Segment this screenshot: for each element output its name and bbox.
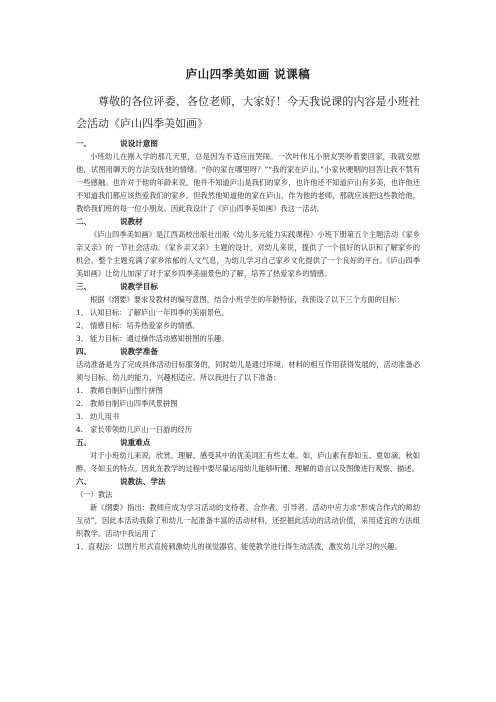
section-paragraph: 活动准备是为了完成具体活动目标服务的，同时幼儿是通过环境、材料的相互作用获得发展的，活动准备必须与目标、幼儿的能力、兴趣相适应。所以我进行了以下准备： <box>76 360 420 382</box>
section-number: 一、 <box>76 139 92 148</box>
list-item: 4. 家长带领幼儿庐山一日游的经历 <box>76 425 193 434</box>
section-title: 说设计意图 <box>120 139 158 148</box>
section-paragraph: 对于小班幼儿来说，欣赏、理解、感受其中的优美词汇有些太难。如，庐山素有春如玉、夏如滴、秋如醉、冬如玉的特点。因此在教学的过程中要尽量运用幼儿能够听懂、理解的语言以及图像进行观察、描述。 <box>76 451 420 473</box>
section-heading-1 <box>76 137 420 150</box>
section-heading-5 <box>76 436 420 449</box>
list-item: 3、 能力目标：通过操作活动感知拼图的乐趣。 <box>76 334 229 343</box>
list-item: 3. 幼儿用书 <box>76 412 120 421</box>
section-heading-2 <box>76 215 420 228</box>
section-heading-3 <box>76 280 420 293</box>
section-heading-4 <box>76 345 420 358</box>
preparation-list <box>76 384 420 436</box>
section-number: 五、 <box>76 438 92 447</box>
list-item: 1、 认知目标：了解庐山一年四季的美丽景色。 <box>76 308 229 317</box>
objectives-list <box>76 306 420 345</box>
section-paragraph: 《庐山四季美如画》是江西高校出版社出版《幼儿多元能力实践课程》小班下册第五个主题活动《家乡亲又亲》的一节社会活动。《家乡亲又亲》主题的设计，对幼儿来说，提供了一个很好的认识和了解家乡的机会。整个主题充满了家乡浓郁的人文气息，为幼儿学习自己家乡文化提供了一个良好的平台。《庐山四季美如画》让幼儿加深了对于家乡四季美丽景色的了解，培养了热爱家乡的情感。 <box>76 230 420 278</box>
list-item: 2. 教师自制庐山四季风景拼图 <box>76 399 178 408</box>
section-number: 四、 <box>76 347 92 356</box>
list-item: 1. 教师自制庐山图片拼图 <box>76 386 163 395</box>
document-title: 庐山四季美如画 说课稿 <box>185 67 311 81</box>
section-number: 六、 <box>76 477 92 486</box>
list-item: 2、 情感目标：培养热爱家乡的情感。 <box>76 321 200 330</box>
section-title: 说教学准备 <box>120 347 158 356</box>
section-title: 说教法、学法 <box>120 477 166 486</box>
section-paragraph: 小班幼儿在刚入学的那几天里，总是因为不适应而哭闹。一次叶伟凡小朋友哭吵着要回家，我就安慰他，试图用聊天的方法安抚他的情绪。“你的家在哪里呀？”“我的家在庐山。”小家伙哽咽的回答让我不禁有一些感触。也许对于他的年龄来说，他并不知道庐山是我们的家乡，也许他还不知道庐山有多美，也许他还不知道我们都应该热爱我们的家乡。但我然他知道他的家在庐山，作为他的老师，那就应该把这些教给他，教给我们班的每一位小朋友。因此我设计了《庐山四季美如画》我这一活动。 <box>76 152 420 213</box>
section-heading-6 <box>76 475 420 488</box>
intro-paragraph: 尊敬的各位评委、各位老师，大家好！今天我说课的内容是小班社会活动《庐山四季美如画》 <box>76 95 420 130</box>
section-number: 三、 <box>76 282 92 291</box>
section-paragraph: 根据《纲要》要求及教材的编写意图，结合小班学生的年龄特征，我预设了以下三个方面的目标： <box>90 295 404 304</box>
section-paragraph: 1、直观法：以图片形式直接刺激幼儿的视觉器官，能使教学进行得生动活泼，激发幼儿学习的兴趣。 <box>76 542 402 551</box>
section-title: 说教材 <box>120 217 143 226</box>
section-number: 二、 <box>76 217 92 226</box>
section-paragraph: 新《纲要》指出：教师应成为学习活动的支持者、合作者、引导者。活动中应力求“形成合作式的师幼互动”，因此本活动我除了和幼儿一起准备丰富的活动材料，还挖掘此活动的活动价值，采用适宜的方法组织教学。活动中我运用了 <box>76 503 420 538</box>
section-title: 说重难点 <box>120 438 151 447</box>
subsection-heading: （一）教法 <box>76 490 113 499</box>
section-title: 说教学目标 <box>120 282 158 291</box>
